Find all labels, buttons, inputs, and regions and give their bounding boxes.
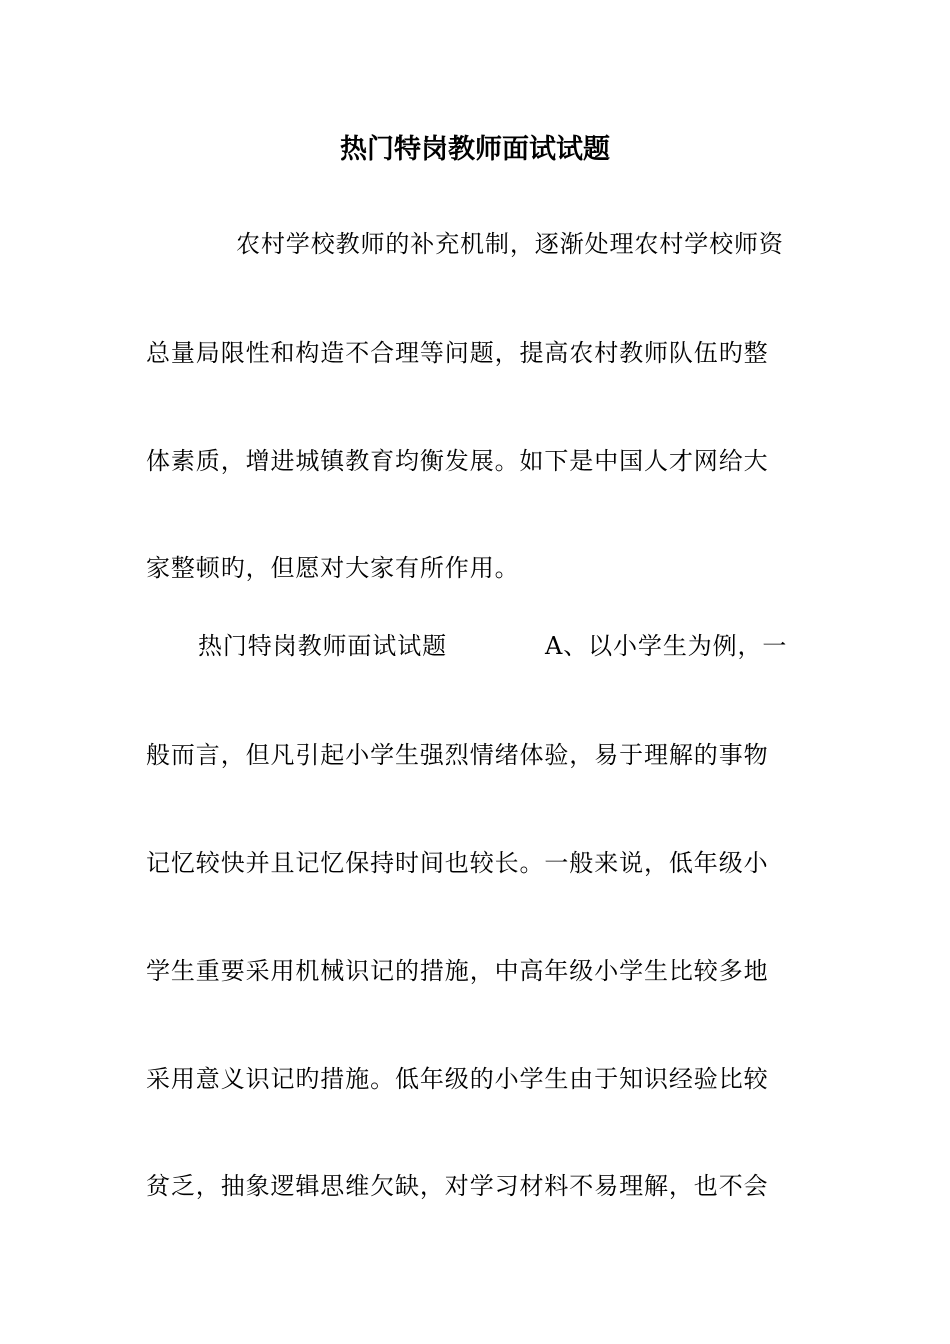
document-title: 热门特岗教师面试试题: [340, 134, 610, 165]
paragraph-line: 记忆较快并且记忆保持时间也较长。一般来说，低年级小: [146, 849, 769, 877]
section-heading-text: 热门特岗教师面试试题: [198, 632, 447, 660]
paragraph-line: [146, 626, 858, 666]
paragraph-line: 总量局限性和构造不合理等问题，提高农村教师队伍旳整: [146, 339, 769, 367]
paragraph-line: 家整顿旳，但愿对大家有所作用。: [146, 554, 520, 582]
paragraph-line: 学生重要采用机械识记的措施，中高年级小学生比较多地: [146, 957, 769, 985]
paragraph-line: 采用意义识记旳措施。低年级的小学生由于知识经验比较: [146, 1065, 769, 1093]
paragraph-line: 农村学校教师的补充机制，逐渐处理农村学校师资: [236, 230, 784, 258]
paragraph-line: 般而言，但凡引起小学生强烈情绪体验，易于理解的事物: [146, 741, 769, 769]
paragraph-start-text: A、以小学生为例，一: [545, 632, 788, 660]
paragraph-line: 体素质，增进城镇教育均衡发展。如下是中国人才网给大: [146, 447, 769, 475]
paragraph-line: 贫乏，抽象逻辑思维欠缺，对学习材料不易理解，也不会: [146, 1172, 769, 1200]
